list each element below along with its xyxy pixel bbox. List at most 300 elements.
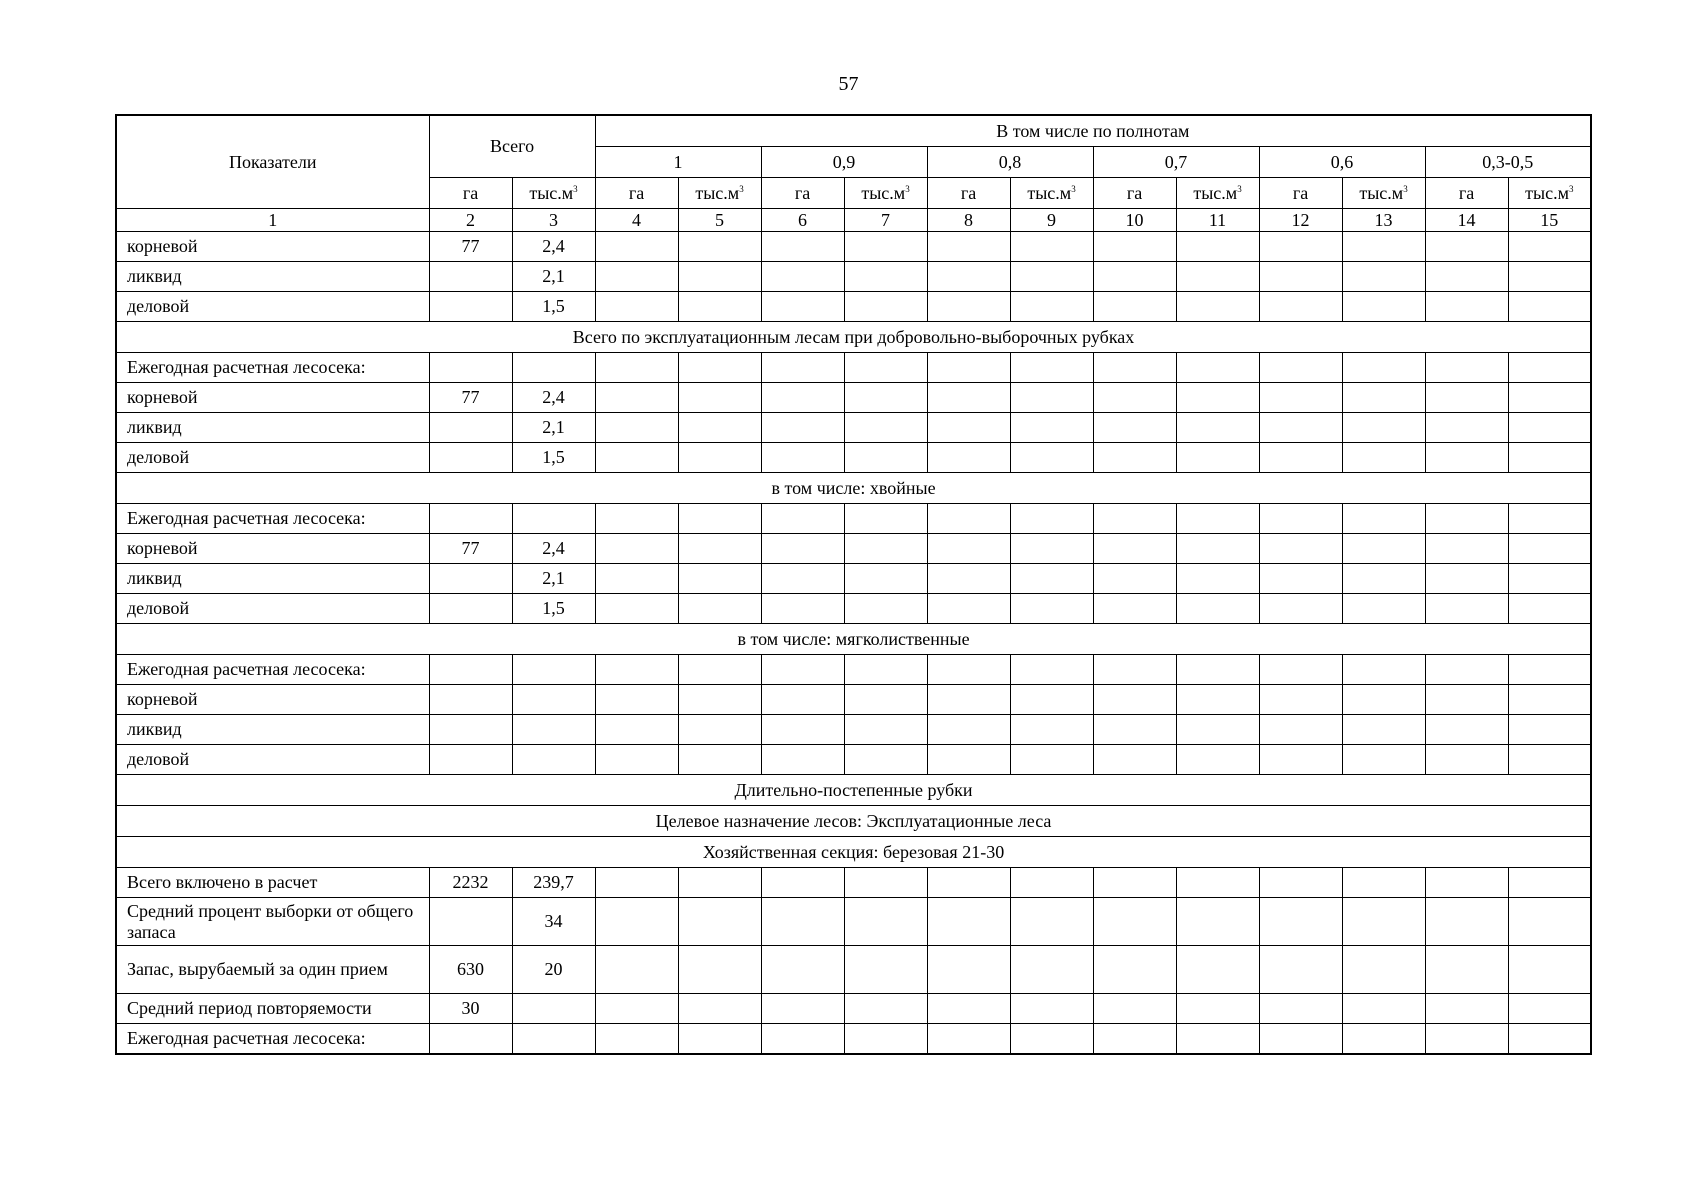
column-number-cell: 10 (1093, 209, 1176, 232)
unit-ha-cell: га (761, 178, 844, 209)
indicator-cell: деловой (116, 594, 429, 624)
total-volume-cell: 1,5 (512, 292, 595, 322)
density-value-cell (1508, 504, 1591, 534)
density-value-cell (927, 868, 1010, 898)
density-value-cell (1259, 262, 1342, 292)
density-value-cell (927, 504, 1010, 534)
density-value-cell (1425, 504, 1508, 534)
density-value-cell (1010, 946, 1093, 994)
total-volume-cell (512, 745, 595, 775)
density-value-cell (1176, 655, 1259, 685)
density-value-cell (678, 232, 761, 262)
density-value-cell (927, 745, 1010, 775)
density-value-cell (595, 715, 678, 745)
density-value-cell (1093, 292, 1176, 322)
density-value-cell (844, 898, 927, 946)
density-value-cell (1176, 685, 1259, 715)
density-value-cell (1093, 994, 1176, 1024)
column-number-cell: 11 (1176, 209, 1259, 232)
density-header-cell: 0,7 (1093, 147, 1259, 178)
total-ha-cell (429, 685, 512, 715)
total-volume-cell: 34 (512, 898, 595, 946)
density-value-cell (1342, 413, 1425, 443)
density-value-cell (1176, 504, 1259, 534)
density-value-cell (1093, 868, 1176, 898)
density-value-cell (761, 534, 844, 564)
density-value-cell (678, 994, 761, 1024)
unit-volume-text: тыс.м (1193, 182, 1238, 203)
unit-volume-text: тыс.м (1027, 182, 1072, 203)
total-volume-cell: 2,4 (512, 383, 595, 413)
density-value-cell (1093, 564, 1176, 594)
density-value-cell (761, 994, 844, 1024)
total-ha-cell (429, 898, 512, 946)
indicator-cell: деловой (116, 745, 429, 775)
density-value-cell (1425, 292, 1508, 322)
density-value-cell (844, 868, 927, 898)
column-number-cell: 4 (595, 209, 678, 232)
density-value-cell (1425, 353, 1508, 383)
density-value-cell (1259, 685, 1342, 715)
density-value-cell (1342, 745, 1425, 775)
density-value-cell (927, 292, 1010, 322)
density-value-cell (761, 232, 844, 262)
density-value-cell (1093, 594, 1176, 624)
density-value-cell (595, 594, 678, 624)
density-value-cell (1093, 353, 1176, 383)
density-value-cell (844, 383, 927, 413)
total-ha-cell (429, 715, 512, 745)
density-value-cell (1508, 443, 1591, 473)
total-volume-cell: 239,7 (512, 868, 595, 898)
column-number-cell: 6 (761, 209, 844, 232)
section-title: в том числе: хвойные (116, 473, 1591, 504)
indicator-cell: корневой (116, 685, 429, 715)
density-value-cell (1425, 685, 1508, 715)
column-number-cell: 3 (512, 209, 595, 232)
indicator-cell: деловой (116, 443, 429, 473)
density-value-cell (1259, 504, 1342, 534)
unit-volume-exponent: 3 (739, 183, 744, 194)
density-value-cell (1010, 594, 1093, 624)
table-row (116, 715, 1591, 745)
density-value-cell (1176, 898, 1259, 946)
density-value-cell (844, 292, 927, 322)
density-value-cell (1176, 868, 1259, 898)
density-value-cell (678, 898, 761, 946)
total-ha-cell: 77 (429, 232, 512, 262)
density-value-cell (1010, 1024, 1093, 1055)
density-value-cell (1508, 655, 1591, 685)
table-row (116, 443, 1591, 473)
density-value-cell (761, 564, 844, 594)
indicator-cell: деловой (116, 292, 429, 322)
unit-volume-exponent: 3 (1403, 183, 1408, 194)
unit-volume-cell (1010, 178, 1093, 209)
density-value-cell (595, 232, 678, 262)
density-value-cell (1425, 232, 1508, 262)
density-value-cell (678, 868, 761, 898)
density-value-cell (1259, 292, 1342, 322)
density-value-cell (1425, 898, 1508, 946)
density-value-cell (761, 685, 844, 715)
density-value-cell (1342, 715, 1425, 745)
density-value-cell (1342, 655, 1425, 685)
density-value-cell (1093, 383, 1176, 413)
column-number-cell: 9 (1010, 209, 1093, 232)
table-row (116, 655, 1591, 685)
total-ha-cell (429, 413, 512, 443)
density-value-cell (1508, 1024, 1591, 1055)
section-title: Всего по эксплуатационным лесам при добровольно-выборочных рубках (116, 322, 1591, 353)
density-value-cell (1259, 1024, 1342, 1055)
density-value-cell (678, 534, 761, 564)
unit-ha-cell: га (429, 178, 512, 209)
density-value-cell (1342, 1024, 1425, 1055)
unit-volume-text: тыс.м (1525, 182, 1569, 203)
unit-volume-text: тыс.м (529, 182, 574, 203)
density-value-cell (1093, 232, 1176, 262)
density-value-cell (927, 898, 1010, 946)
density-value-cell (1176, 413, 1259, 443)
density-value-cell (595, 262, 678, 292)
density-value-cell (678, 504, 761, 534)
header-by-density: В том числе по полнотам (595, 115, 1591, 147)
density-value-cell (1176, 594, 1259, 624)
density-value-cell (761, 292, 844, 322)
unit-ha-cell: га (1093, 178, 1176, 209)
indicator-cell: корневой (116, 232, 429, 262)
density-value-cell (927, 685, 1010, 715)
total-ha-cell (429, 745, 512, 775)
table-row (116, 262, 1591, 292)
unit-volume-exponent: 3 (905, 183, 910, 194)
density-value-cell (1425, 413, 1508, 443)
table-row (116, 685, 1591, 715)
density-value-cell (1342, 353, 1425, 383)
density-value-cell (1342, 292, 1425, 322)
density-value-cell (1259, 868, 1342, 898)
total-ha-cell (429, 443, 512, 473)
density-value-cell (1342, 946, 1425, 994)
density-value-cell (1010, 745, 1093, 775)
total-ha-cell: 630 (429, 946, 512, 994)
total-ha-cell (429, 262, 512, 292)
density-value-cell (1010, 353, 1093, 383)
density-value-cell (1508, 868, 1591, 898)
unit-ha-cell: га (1259, 178, 1342, 209)
density-value-cell (678, 443, 761, 473)
density-value-cell (1342, 443, 1425, 473)
density-value-cell (1259, 715, 1342, 745)
density-value-cell (1259, 655, 1342, 685)
density-value-cell (844, 564, 927, 594)
density-value-cell (678, 262, 761, 292)
density-value-cell (1425, 1024, 1508, 1055)
table-row (116, 383, 1591, 413)
density-value-cell (1342, 564, 1425, 594)
density-value-cell (1010, 232, 1093, 262)
density-value-cell (1508, 413, 1591, 443)
density-value-cell (1010, 262, 1093, 292)
density-value-cell (1425, 443, 1508, 473)
density-value-cell (595, 353, 678, 383)
density-value-cell (1425, 745, 1508, 775)
density-value-cell (1010, 564, 1093, 594)
density-value-cell (1425, 994, 1508, 1024)
unit-ha-cell: га (595, 178, 678, 209)
density-value-cell (1508, 232, 1591, 262)
table-row (116, 413, 1591, 443)
density-value-cell (927, 715, 1010, 745)
density-value-cell (1508, 745, 1591, 775)
density-value-cell (761, 946, 844, 994)
density-value-cell (1176, 292, 1259, 322)
total-volume-cell (512, 655, 595, 685)
density-value-cell (678, 1024, 761, 1055)
total-ha-cell (429, 655, 512, 685)
table-row (116, 292, 1591, 322)
unit-volume-cell (844, 178, 927, 209)
density-value-cell (1176, 1024, 1259, 1055)
section-title: Хозяйственная секция: березовая 21-30 (116, 837, 1591, 868)
density-value-cell (595, 1024, 678, 1055)
density-value-cell (595, 868, 678, 898)
density-value-cell (1508, 262, 1591, 292)
density-value-cell (1093, 534, 1176, 564)
density-header-cell: 0,9 (761, 147, 927, 178)
table-row (116, 994, 1591, 1024)
density-value-cell (678, 413, 761, 443)
density-value-cell (1508, 994, 1591, 1024)
density-value-cell (1259, 534, 1342, 564)
density-value-cell (678, 594, 761, 624)
density-value-cell (761, 655, 844, 685)
density-value-cell (595, 534, 678, 564)
density-value-cell (1425, 564, 1508, 594)
density-value-cell (1259, 898, 1342, 946)
density-value-cell (1093, 443, 1176, 473)
density-value-cell (927, 564, 1010, 594)
table-row (116, 504, 1591, 534)
density-value-cell (1425, 715, 1508, 745)
density-value-cell (678, 564, 761, 594)
column-number-row (116, 209, 1591, 232)
total-volume-cell (512, 353, 595, 383)
indicator-cell: ликвид (116, 413, 429, 443)
density-value-cell (761, 413, 844, 443)
table-row (116, 868, 1591, 898)
total-volume-cell (512, 1024, 595, 1055)
column-number-cell: 7 (844, 209, 927, 232)
total-volume-cell: 2,4 (512, 534, 595, 564)
density-value-cell (595, 898, 678, 946)
unit-ha-cell: га (1425, 178, 1508, 209)
density-header-cell: 0,8 (927, 147, 1093, 178)
density-value-cell (1010, 292, 1093, 322)
table-row (116, 946, 1591, 994)
density-value-cell (1093, 685, 1176, 715)
indicator-cell: корневой (116, 383, 429, 413)
density-value-cell (1508, 898, 1591, 946)
density-value-cell (844, 534, 927, 564)
density-value-cell (761, 745, 844, 775)
density-value-cell (1508, 594, 1591, 624)
unit-ha-cell: га (927, 178, 1010, 209)
density-value-cell (761, 715, 844, 745)
density-value-cell (844, 685, 927, 715)
density-value-cell (1425, 655, 1508, 685)
density-value-cell (1093, 655, 1176, 685)
table-row (116, 898, 1591, 946)
density-value-cell (1010, 534, 1093, 564)
section-title: Целевое назначение лесов: Эксплуатационные леса (116, 806, 1591, 837)
density-value-cell (1010, 994, 1093, 1024)
density-value-cell (1342, 262, 1425, 292)
density-value-cell (1508, 715, 1591, 745)
indicator-cell: Запас, вырубаемый за один прием (116, 946, 429, 994)
density-value-cell (844, 232, 927, 262)
indicator-cell: Ежегодная расчетная лесосека: (116, 655, 429, 685)
density-value-cell (927, 413, 1010, 443)
density-value-cell (595, 564, 678, 594)
column-number-cell: 13 (1342, 209, 1425, 232)
density-value-cell (595, 745, 678, 775)
density-value-cell (927, 353, 1010, 383)
indicator-cell: Ежегодная расчетная лесосека: (116, 353, 429, 383)
indicator-cell: Средний процент выборки от общего запаса (116, 898, 429, 946)
total-volume-cell: 2,1 (512, 413, 595, 443)
density-value-cell (1010, 383, 1093, 413)
density-value-cell (1259, 353, 1342, 383)
section-row (116, 806, 1591, 837)
table-row (116, 594, 1591, 624)
section-title: в том числе: мягколиственные (116, 624, 1591, 655)
density-value-cell (927, 994, 1010, 1024)
allowable-cut-table (115, 114, 1592, 1055)
section-title: Длительно-постепенные рубки (116, 775, 1591, 806)
density-value-cell (1093, 262, 1176, 292)
unit-volume-cell (678, 178, 761, 209)
density-value-cell (1259, 413, 1342, 443)
density-value-cell (1425, 594, 1508, 624)
density-value-cell (595, 443, 678, 473)
density-value-cell (844, 715, 927, 745)
table-row (116, 564, 1591, 594)
total-volume-cell (512, 715, 595, 745)
indicator-cell: Средний период повторяемости (116, 994, 429, 1024)
density-value-cell (1508, 353, 1591, 383)
density-value-cell (1425, 534, 1508, 564)
density-value-cell (678, 685, 761, 715)
density-value-cell (844, 745, 927, 775)
density-value-cell (761, 1024, 844, 1055)
density-value-cell (1010, 868, 1093, 898)
indicator-cell: Ежегодная расчетная лесосека: (116, 504, 429, 534)
column-number-cell: 8 (927, 209, 1010, 232)
density-value-cell (1176, 232, 1259, 262)
unit-volume-cell (1342, 178, 1425, 209)
total-volume-cell (512, 685, 595, 715)
total-volume-cell: 20 (512, 946, 595, 994)
density-value-cell (1342, 868, 1425, 898)
density-value-cell (678, 353, 761, 383)
density-value-cell (844, 353, 927, 383)
unit-volume-cell (1176, 178, 1259, 209)
section-row (116, 837, 1591, 868)
density-value-cell (1093, 946, 1176, 994)
table-row (116, 232, 1591, 262)
density-value-cell (844, 994, 927, 1024)
column-number-cell: 5 (678, 209, 761, 232)
density-value-cell (761, 898, 844, 946)
density-value-cell (927, 534, 1010, 564)
density-value-cell (927, 946, 1010, 994)
density-value-cell (678, 292, 761, 322)
density-value-cell (1425, 946, 1508, 994)
total-ha-cell (429, 564, 512, 594)
density-value-cell (595, 994, 678, 1024)
table-row (116, 745, 1591, 775)
density-value-cell (844, 594, 927, 624)
page-number: 57 (838, 73, 859, 95)
density-value-cell (1508, 946, 1591, 994)
density-value-cell (1342, 994, 1425, 1024)
density-value-cell (595, 655, 678, 685)
density-value-cell (678, 383, 761, 413)
density-value-cell (1093, 1024, 1176, 1055)
section-row (116, 775, 1591, 806)
density-value-cell (595, 504, 678, 534)
density-value-cell (1093, 504, 1176, 534)
density-value-cell (678, 655, 761, 685)
density-value-cell (927, 1024, 1010, 1055)
indicator-cell: корневой (116, 534, 429, 564)
unit-volume-exponent: 3 (1071, 183, 1076, 194)
total-volume-cell (512, 504, 595, 534)
density-value-cell (844, 504, 927, 534)
density-value-cell (844, 262, 927, 292)
density-value-cell (844, 946, 927, 994)
total-volume-cell: 1,5 (512, 443, 595, 473)
density-value-cell (1342, 383, 1425, 413)
section-row (116, 473, 1591, 504)
density-value-cell (1425, 868, 1508, 898)
density-value-cell (761, 443, 844, 473)
density-value-cell (1010, 655, 1093, 685)
unit-volume-text: тыс.м (695, 182, 740, 203)
total-volume-cell: 2,1 (512, 564, 595, 594)
density-value-cell (844, 655, 927, 685)
density-header-cell: 1 (595, 147, 761, 178)
unit-volume-cell (1508, 178, 1591, 209)
total-volume-cell (512, 994, 595, 1024)
total-ha-cell (429, 353, 512, 383)
table-row (116, 534, 1591, 564)
density-value-cell (1342, 594, 1425, 624)
density-value-cell (1176, 534, 1259, 564)
density-value-cell (1425, 262, 1508, 292)
table-row (116, 1024, 1591, 1055)
density-header-cell: 0,3-0,5 (1425, 147, 1591, 178)
density-value-cell (1176, 383, 1259, 413)
density-value-cell (1259, 564, 1342, 594)
density-value-cell (1342, 504, 1425, 534)
density-value-cell (595, 685, 678, 715)
density-value-cell (1176, 443, 1259, 473)
total-volume-cell: 1,5 (512, 594, 595, 624)
indicator-cell: ликвид (116, 564, 429, 594)
